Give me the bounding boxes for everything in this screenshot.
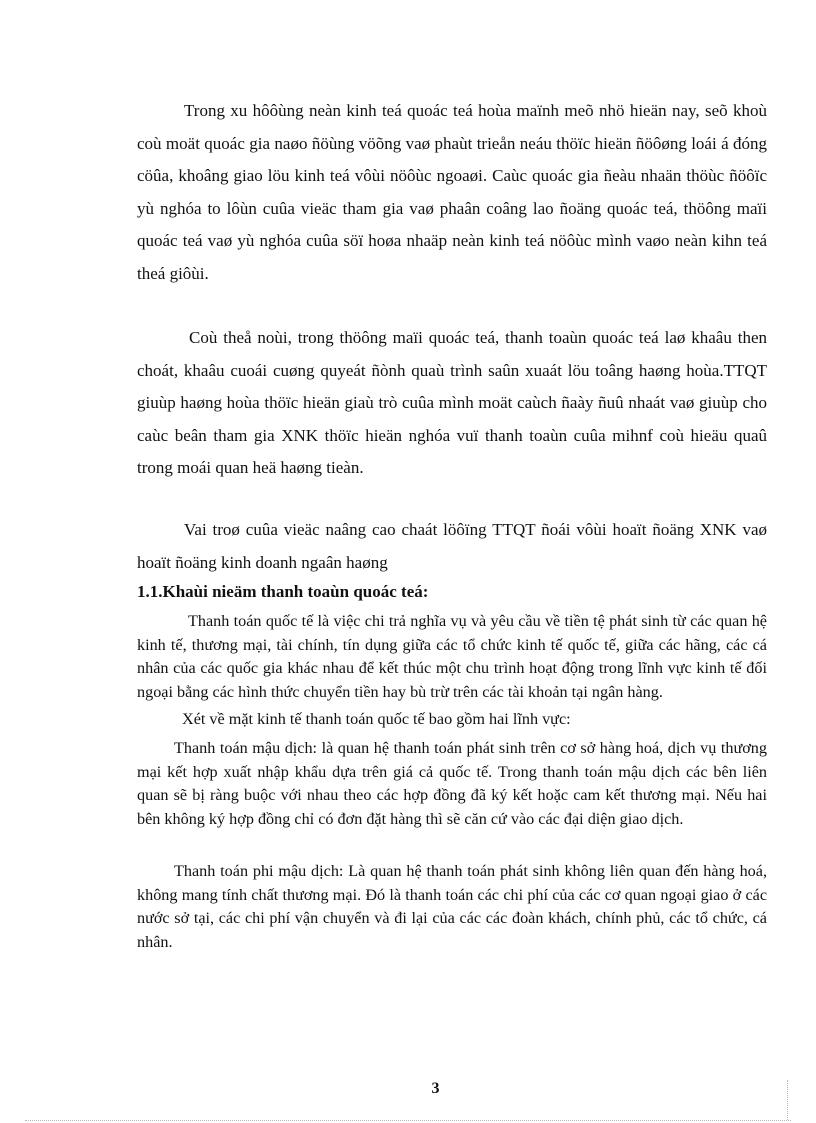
paragraph-definition: Thanh toán quốc tế là việc chi trả nghĩa vụ và yêu cầu về tiền tệ phát sinh từ các quan hệ kinh tế, thương mại, tài chính, tín dụng giữa các tổ chức kinh tế quốc tế, giữa các hãng, các cá nhân của các quốc gia khác nhau để kết thúc một chu trình hoạt động trong lĩnh vực kinh tế đối ngoại bằng các hình thức chuyển tiền hay bù trừ trên các tài khoản tại ngân hàng. xyxy=(137,612,767,701)
paragraph-non-trade-payment: Thanh toán phi mậu dịch: Là quan hệ thanh toán phát sinh không liên quan đến hàng hoá, không mang tính chất thương mại. Đó là thanh toán các chi phí của các cơ quan ngoại giao ở các nước sở tại, các chi phí vận chuyển và đi lại của các các đoàn khách, chính phủ, các tổ chức, cá nhân. xyxy=(137,862,767,951)
page-right-border xyxy=(787,1080,788,1120)
paragraph-fields-intro: Xét về mặt kinh tế thanh toán quốc tế bao gồm hai lĩnh vực: xyxy=(182,710,571,728)
paragraph-intro: Trong xu hôôùng neàn kinh teá quoác teá hoùa maïnh meõ nhö hieän nay, seõ khoù coù moät quoác gia naøo ñöùng vöõng vaø phaùt trieån neáu thöïc hieän ñöôøng loái á đóng cöûa, khoâng giao löu kinh teá vôùi nöôùc ngoaøi. Caùc quoác gia ñeàu nhaän thöùc ñöôïc yù nghóa to lôùn cuûa vieäc tham gia vaø phaân coâng lao ñoäng quoác teá, thöông maïi quoác teá vaø yù nghóa cuûa söï hoøa nhaäp neàn kinh teá nöôùc mình vaøo neàn kihn teá theá giôùi. xyxy=(137,101,767,283)
paragraph-trade-payment: Thanh toán mậu dịch: là quan hệ thanh toán phát sinh trên cơ sở hàng hoá, dịch vụ thương mại kết hợp xuất nhập khẩu dựa trên giá cả quốc tế. Trong thanh toán mậu dịch các bên liên quan sẽ bị ràng buộc với nhau theo các hợp đồng đã ký kết hoặc cam kết thương mại. Nếu hai bên không ký hợp đồng chỉ có đơn đặt hàng thì sẽ căn cứ vào các đại diện giao dịch. xyxy=(137,739,767,828)
section-heading: 1.1.Khaùi nieäm thanh toaùn quoác teá: xyxy=(137,582,429,601)
paragraph-quality-role: Vai troø cuûa vieäc naâng cao chaát löôïng TTQT ñoái vôùi hoaït ñoäng XNK vaø hoaït ñoäng kinh doanh ngaân haøng xyxy=(137,520,767,572)
paragraph-ttqt-role: Coù theå noùi, trong thöông maïi quoác teá, thanh toaùn quoác teá laø khaâu then choát, khaâu cuoái cuøng quyeát ñònh quaù trình saûn xuaát löu toâng haøng hoùa.TTQT giuùp haøng hoùa thöïc hieän giaù trò cuûa mình moät caùch ñaày ñuû nhaát vaø giuùp cho caùc beân tham gia XNK thöïc hieän nghóa vuï thanh toaùn cuûa mihnf coù hieäu quaû trong moái quan heä haøng tieàn. xyxy=(137,328,767,477)
page-bottom-border xyxy=(25,1120,791,1121)
page-number: 3 xyxy=(431,1080,440,1097)
